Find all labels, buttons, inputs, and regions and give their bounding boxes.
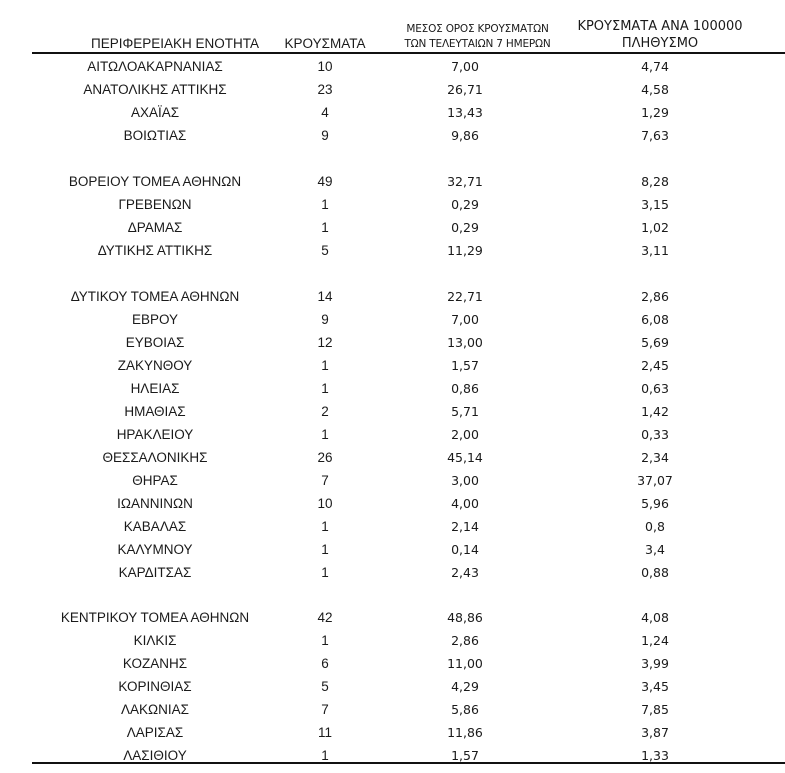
cell-per-100000: 1,33: [641, 748, 669, 763]
cell-region: ΘΗΡΑΣ: [132, 473, 178, 488]
cell-7day-average: 26,71: [447, 82, 483, 97]
table-row: [0, 124, 785, 147]
cell-cases: 5: [321, 679, 329, 694]
cell-7day-average: 2,43: [451, 565, 479, 580]
cell-cases: 1: [321, 381, 329, 396]
cell-per-100000: 1,02: [641, 220, 669, 235]
cell-cases: 1: [321, 519, 329, 534]
cell-region: ΕΒΡΟΥ: [131, 312, 179, 327]
cell-cases: 10: [317, 496, 333, 511]
cell-per-100000: 8,28: [641, 174, 669, 189]
cell-cases: 23: [317, 82, 333, 97]
cell-cases: 11: [317, 725, 332, 740]
cell-cases: 14: [317, 289, 333, 304]
cell-per-100000: 6,08: [641, 312, 669, 327]
cell-per-100000: 3,11: [641, 243, 669, 258]
table-row: [0, 423, 785, 446]
cell-region: ΒΟΡΕΙΟΥ ΤΟΜΕΑ ΑΘΗΝΩΝ: [68, 174, 242, 189]
table-row: [0, 354, 785, 377]
cell-cases: 1: [321, 565, 329, 580]
cell-cases: 42: [317, 610, 333, 625]
cell-per-100000: 3,4: [645, 542, 665, 557]
cell-7day-average: 22,71: [447, 289, 483, 304]
cell-7day-average: 5,71: [451, 404, 479, 419]
cell-7day-average: 4,29: [451, 679, 479, 694]
cell-cases: 5: [321, 243, 329, 258]
table-row: [0, 377, 785, 400]
cell-7day-average: 32,71: [447, 174, 483, 189]
cell-region: ΔΡΑΜΑΣ: [127, 220, 183, 235]
cell-cases: 49: [317, 174, 333, 189]
cell-region: ΘΕΣΣΑΛΟΝΙΚΗΣ: [102, 450, 208, 465]
cell-7day-average: 2,00: [451, 427, 479, 442]
table-row: [0, 698, 785, 721]
cell-per-100000: 0,8: [645, 519, 665, 534]
table-row: [0, 561, 785, 584]
cell-region: ΙΩΑΝΝΙΝΩΝ: [117, 496, 193, 511]
cell-7day-average: 0,14: [451, 542, 479, 557]
cell-cases: 6: [321, 656, 329, 671]
cell-region: ΖΑΚΥΝΘΟΥ: [117, 358, 193, 373]
cell-7day-average: 45,14: [447, 450, 483, 465]
table-row: [0, 400, 785, 423]
cell-7day-average: 7,00: [451, 59, 479, 74]
cell-region: ΕΥΒΟΙΑΣ: [125, 335, 185, 350]
cell-per-100000: 2,45: [641, 358, 669, 373]
cell-region: ΚΕΝΤΡΙΚΟΥ ΤΟΜΕΑ ΑΘΗΝΩΝ: [60, 610, 250, 625]
cell-cases: 10: [317, 59, 333, 74]
cell-7day-average: 13,00: [447, 335, 483, 350]
cell-per-100000: 7,85: [641, 702, 669, 717]
cell-region: ΒΟΙΩΤΙΑΣ: [123, 128, 187, 143]
cell-7day-average: 1,57: [451, 748, 479, 763]
cell-per-100000: 2,86: [641, 289, 669, 304]
table-row: [0, 216, 785, 239]
table-row: [0, 469, 785, 492]
table-row: [0, 239, 785, 262]
cell-cases: 1: [321, 358, 329, 373]
cell-region: ΛΑΚΩΝΙΑΣ: [121, 702, 189, 717]
cell-region: ΚΙΛΚΙΣ: [133, 633, 177, 648]
column-header-per-100000-line2: ΠΛΗΘΥΣΜΟ: [621, 36, 699, 51]
column-header-per-100000: [565, 18, 755, 52]
cell-per-100000: 1,42: [641, 404, 669, 419]
cell-cases: 4: [321, 105, 329, 120]
cell-cases: 26: [317, 450, 333, 465]
cell-per-100000: 0,33: [641, 427, 669, 442]
cell-7day-average: 11,86: [447, 725, 483, 740]
cell-cases: 7: [321, 473, 329, 488]
cell-per-100000: 4,58: [641, 82, 669, 97]
cell-region: ΗΜΑΘΙΑΣ: [124, 404, 186, 419]
column-header-7day-average-line1: ΜΕΣΟΣ ΟΡΟΣ ΚΡΟΥΣΜΑΤΩΝ: [406, 23, 549, 35]
cell-per-100000: 3,99: [641, 656, 669, 671]
cell-region: ΚΑΒΑΛΑΣ: [123, 519, 187, 534]
cell-7day-average: 11,29: [447, 243, 483, 258]
cell-region: ΚΑΡΔΙΤΣΑΣ: [118, 565, 192, 580]
cell-region: ΛΑΡΙΣΑΣ: [126, 725, 184, 740]
cell-per-100000: 7,63: [641, 128, 669, 143]
cell-per-100000: 5,96: [641, 496, 669, 511]
cell-7day-average: 0,29: [451, 197, 479, 212]
cell-per-100000: 1,29: [641, 105, 669, 120]
table-row: [0, 55, 785, 78]
table-row: [0, 170, 785, 193]
cell-region: ΛΑΣΙΘΙΟΥ: [123, 748, 187, 763]
cell-cases: 9: [321, 128, 329, 143]
cell-per-100000: 3,15: [641, 197, 669, 212]
table-row: [0, 101, 785, 124]
cell-region: ΗΡΑΚΛΕΙΟΥ: [116, 427, 194, 442]
cell-per-100000: 0,88: [641, 565, 669, 580]
cell-per-100000: 4,08: [641, 610, 669, 625]
table-row: [0, 78, 785, 101]
column-header-per-100000-line1: ΚΡΟΥΣΜΑΤΑ ΑΝΑ 100000: [577, 19, 743, 34]
table-row: [0, 538, 785, 561]
table-row: [0, 446, 785, 469]
table-row: [0, 308, 785, 331]
table-row: [0, 515, 785, 538]
cell-per-100000: 1,24: [641, 633, 669, 648]
cell-per-100000: 0,63: [641, 381, 669, 396]
table-row: [0, 285, 785, 308]
table-row: [0, 193, 785, 216]
table-row: [0, 629, 785, 652]
cell-region: ΓΡΕΒΕΝΩΝ: [118, 197, 192, 212]
cell-cases: 7: [321, 702, 329, 717]
cell-per-100000: 3,45: [641, 679, 669, 694]
cell-7day-average: 5,86: [451, 702, 479, 717]
cell-region: ΚΟΡΙΝΘΙΑΣ: [118, 679, 192, 694]
cell-cases: 1: [321, 427, 329, 442]
cell-region: ΔΥΤΙΚΗΣ ΑΤΤΙΚΗΣ: [97, 243, 213, 258]
table-row: [0, 492, 785, 515]
cell-region: ΚΑΛΥΜΝΟΥ: [117, 542, 193, 557]
table-row: [0, 331, 785, 354]
cell-per-100000: 3,87: [641, 725, 669, 740]
cell-7day-average: 1,57: [451, 358, 479, 373]
cell-region: ΑΙΤΩΛΟΑΚΑΡΝΑΝΙΑΣ: [87, 59, 223, 74]
cell-cases: 2: [321, 404, 329, 419]
cell-region: ΚΟΖΑΝΗΣ: [122, 656, 188, 671]
cell-7day-average: 2,14: [451, 519, 479, 534]
cell-7day-average: 2,86: [451, 633, 479, 648]
cell-7day-average: 9,86: [451, 128, 479, 143]
table-row: [0, 675, 785, 698]
table-row: [0, 721, 785, 744]
header-rule: [32, 52, 785, 54]
cell-per-100000: 37,07: [637, 473, 673, 488]
table-row: [0, 652, 785, 675]
column-header-7day-average: [385, 22, 570, 52]
cell-region: ΑΧΑΪΑΣ: [130, 105, 180, 120]
cell-cases: 1: [321, 220, 329, 235]
cell-cases: 1: [321, 542, 329, 557]
table-row: [0, 606, 785, 629]
cell-7day-average: 3,00: [451, 473, 479, 488]
cell-cases: 1: [321, 197, 329, 212]
cell-cases: 9: [321, 312, 329, 327]
column-header-cases: ΚΡΟΥΣΜΑΤΑ: [284, 36, 366, 51]
cell-7day-average: 7,00: [451, 312, 479, 327]
cell-per-100000: 2,34: [641, 450, 669, 465]
cell-cases: 1: [321, 633, 329, 648]
cell-7day-average: 48,86: [447, 610, 483, 625]
cell-per-100000: 4,74: [641, 59, 669, 74]
bottom-rule: [32, 762, 785, 764]
column-header-region: ΠΕΡΙΦΕΡΕΙΑΚΗ ΕΝΟΤΗΤΑ: [90, 36, 260, 51]
column-header-7day-average-line2: ΤΩΝ ΤΕΛΕΥΤΑΙΩΝ 7 ΗΜΕΡΩΝ: [404, 38, 551, 50]
cell-region: ΔΥΤΙΚΟΥ ΤΟΜΕΑ ΑΘΗΝΩΝ: [70, 289, 240, 304]
cell-7day-average: 4,00: [451, 496, 479, 511]
cell-7day-average: 11,00: [447, 656, 483, 671]
cell-region: ΗΛΕΙΑΣ: [130, 381, 180, 396]
cell-7day-average: 13,43: [447, 105, 483, 120]
cell-7day-average: 0,29: [451, 220, 479, 235]
cell-cases: 1: [321, 748, 329, 763]
cell-cases: 12: [317, 335, 333, 350]
cell-region: ΑΝΑΤΟΛΙΚΗΣ ΑΤΤΙΚΗΣ: [83, 82, 227, 97]
cell-per-100000: 5,69: [641, 335, 669, 350]
cell-7day-average: 0,86: [451, 381, 479, 396]
